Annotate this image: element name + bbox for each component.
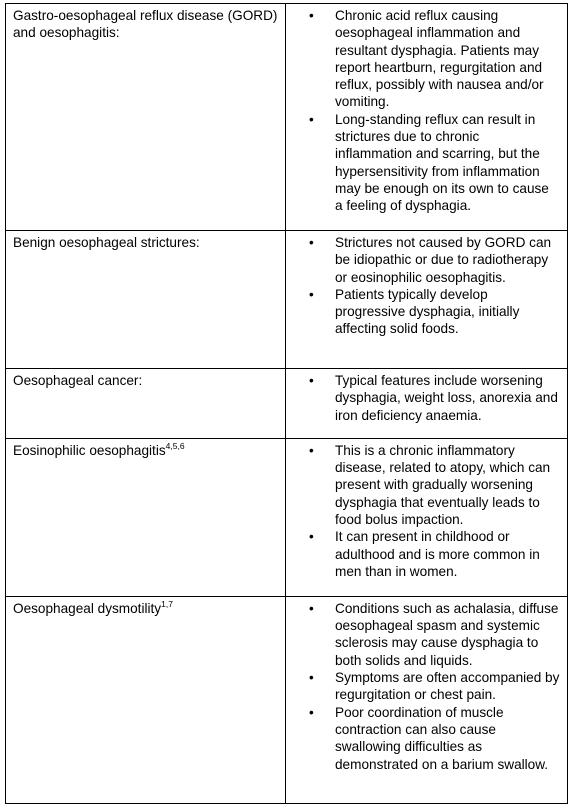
condition-name-cell	[6, 438, 286, 596]
condition-name: Gastro-oesophageal reflux disease (GORD) and oesophagitis:	[13, 8, 278, 41]
reference-superscript: 1,7	[161, 598, 173, 609]
condition-details-cell	[286, 369, 568, 439]
table-row	[6, 438, 568, 596]
table-row	[6, 369, 568, 439]
condition-details-cell	[286, 4, 568, 231]
condition-name-cell	[6, 596, 286, 803]
table-row	[6, 596, 568, 803]
condition-name-cell	[6, 4, 286, 231]
list-item: • Long-standing reflux can result in strictures due to chronic inflammation and scarring, but the hypersensitivity from inflammation may be enough on its own to cause a feeling of dysphagia.	[293, 111, 560, 215]
condition-details-list	[293, 600, 560, 773]
condition-name-cell	[6, 369, 286, 439]
condition-name-cell	[6, 231, 286, 369]
condition-details-list	[293, 234, 560, 338]
list-item: • Chronic acid reflux causing oesophageal inflammation and resultant dysphagia. Patients may report heartburn, regurgitation and reflux, possibly with nausea and/or vomiting.	[293, 7, 560, 111]
list-item: • Typical features include worsening dysphagia, weight loss, anorexia and iron deficiency anaemia.	[293, 372, 560, 424]
condition-name: Oesophageal dysmotility	[13, 600, 162, 616]
condition-name: Oesophageal cancer:	[13, 373, 143, 388]
condition-details-cell	[286, 596, 568, 803]
table-row	[6, 4, 568, 231]
table-row	[6, 231, 568, 369]
condition-details-list	[293, 442, 560, 580]
condition-name: Benign oesophageal strictures:	[13, 235, 200, 250]
list-item: • Conditions such as achalasia, diffuse oesophageal spasm and systemic sclerosis may cause dysphagia to both solids and liquids.	[293, 600, 560, 669]
list-item: • Patients typically develop progressive dysphagia, initially affecting solid foods.	[293, 286, 560, 338]
condition-details-list	[293, 372, 560, 424]
list-item: • It can present in childhood or adulthood and is more common in men than in women.	[293, 528, 560, 580]
condition-name: Eosinophilic oesophagitis	[13, 442, 166, 458]
condition-details-list	[293, 7, 560, 215]
reference-superscript: 4,5,6	[165, 440, 185, 451]
condition-details-cell	[286, 438, 568, 596]
list-item: • This is a chronic inflammatory disease, related to atopy, which can present with gradually worsening dysphagia that eventually leads to food bolus impaction.	[293, 442, 560, 528]
condition-details-cell	[286, 231, 568, 369]
list-item: • Poor coordination of muscle contraction can also cause swallowing difficulties as demonstrated on a barium swallow.	[293, 704, 560, 773]
conditions-table	[5, 3, 568, 804]
list-item: • Strictures not caused by GORD can be idiopathic or due to radiotherapy or eosinophilic oesophagitis.	[293, 234, 560, 286]
list-item: • Symptoms are often accompanied by regurgitation or chest pain.	[293, 669, 560, 704]
